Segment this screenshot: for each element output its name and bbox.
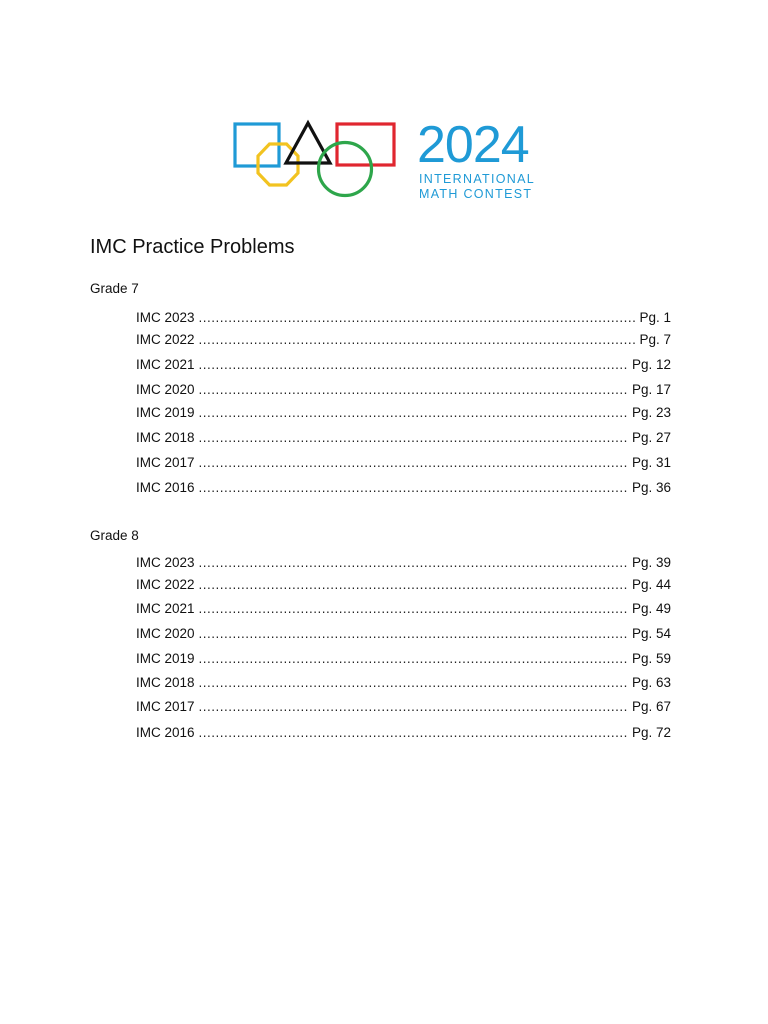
toc-entry-page: Pg. 49: [631, 601, 671, 616]
toc-entry-label: IMC 2023: [136, 310, 195, 325]
toc-entry-label: IMC 2016: [136, 480, 195, 495]
toc-entry-label: IMC 2023: [136, 555, 195, 570]
toc-entry-page: Pg. 12: [631, 357, 671, 372]
toc-entry-page: Pg. 54: [631, 626, 671, 641]
dot-leader: [199, 404, 629, 422]
dot-leader: [199, 600, 629, 618]
toc-entry-label: IMC 2016: [136, 725, 195, 740]
toc-entry-page: Pg. 7: [639, 332, 671, 347]
toc-entry-page: Pg. 59: [631, 651, 671, 666]
logo-green-circle: [319, 143, 372, 196]
toc-entry[interactable]: [136, 576, 671, 594]
logo-tagline-line2: MATH CONTEST: [419, 187, 533, 201]
toc-entry[interactable]: [136, 454, 671, 472]
dot-leader: [199, 454, 629, 472]
toc-entry-label: IMC 2018: [136, 430, 195, 445]
dot-leader: [199, 625, 629, 643]
toc-entry-page: Pg. 39: [631, 555, 671, 570]
toc-entry-label: IMC 2020: [136, 626, 195, 641]
toc-entry-label: IMC 2019: [136, 405, 195, 420]
toc-entry-page: Pg. 1: [639, 310, 671, 325]
toc-entry-page: Pg. 31: [631, 455, 671, 470]
document-title: IMC Practice Problems: [90, 236, 295, 258]
dot-leader: [199, 674, 629, 692]
dot-leader: [199, 698, 629, 716]
toc-entry-label: IMC 2019: [136, 651, 195, 666]
toc-entry-label: IMC 2020: [136, 382, 195, 397]
toc-entry[interactable]: [136, 429, 671, 447]
toc-entry[interactable]: [136, 724, 671, 742]
dot-leader: [199, 479, 629, 497]
logo-shapes-icon: [228, 112, 408, 208]
toc-entry-page: Pg. 44: [631, 577, 671, 592]
logo-red-rectangle: [337, 124, 394, 165]
dot-leader: [199, 309, 637, 327]
toc-entry[interactable]: [136, 698, 671, 716]
dot-leader: [199, 576, 629, 594]
dot-leader: [199, 381, 629, 399]
dot-leader: [199, 724, 629, 742]
toc-entry[interactable]: [136, 309, 671, 327]
logo-year: 2024: [417, 116, 529, 174]
logo-tagline-line1: INTERNATIONAL: [419, 172, 535, 186]
imc-2024-logo: [228, 112, 548, 208]
toc-entry[interactable]: [136, 625, 671, 643]
toc-entry-label: IMC 2022: [136, 577, 195, 592]
toc-entry-page: Pg. 36: [631, 480, 671, 495]
grade-8-heading: Grade 8: [90, 528, 139, 543]
toc-entry-label: IMC 2022: [136, 332, 195, 347]
grade-7-heading: Grade 7: [90, 281, 139, 296]
dot-leader: [199, 554, 629, 572]
toc-entry-label: IMC 2018: [136, 675, 195, 690]
logo-black-triangle: [286, 123, 330, 163]
dot-leader: [199, 331, 637, 349]
toc-entry-page: Pg. 23: [631, 405, 671, 420]
toc-entry-page: Pg. 72: [631, 725, 671, 740]
toc-entry-label: IMC 2021: [136, 601, 195, 616]
dot-leader: [199, 650, 629, 668]
toc-entry-label: IMC 2017: [136, 699, 195, 714]
dot-leader: [199, 429, 629, 447]
toc-entry[interactable]: [136, 356, 671, 374]
toc-entry-page: Pg. 63: [631, 675, 671, 690]
toc-entry[interactable]: [136, 404, 671, 422]
toc-entry-page: Pg. 67: [631, 699, 671, 714]
dot-leader: [199, 356, 629, 374]
toc-entry-page: Pg. 17: [631, 382, 671, 397]
toc-entry[interactable]: [136, 600, 671, 618]
toc-entry[interactable]: [136, 381, 671, 399]
toc-entry[interactable]: [136, 331, 671, 349]
toc-entry[interactable]: [136, 479, 671, 497]
toc-entry-label: IMC 2021: [136, 357, 195, 372]
toc-entry-page: Pg. 27: [631, 430, 671, 445]
toc-entry-label: IMC 2017: [136, 455, 195, 470]
toc-entry[interactable]: [136, 554, 671, 572]
toc-entry[interactable]: [136, 650, 671, 668]
toc-entry[interactable]: [136, 674, 671, 692]
